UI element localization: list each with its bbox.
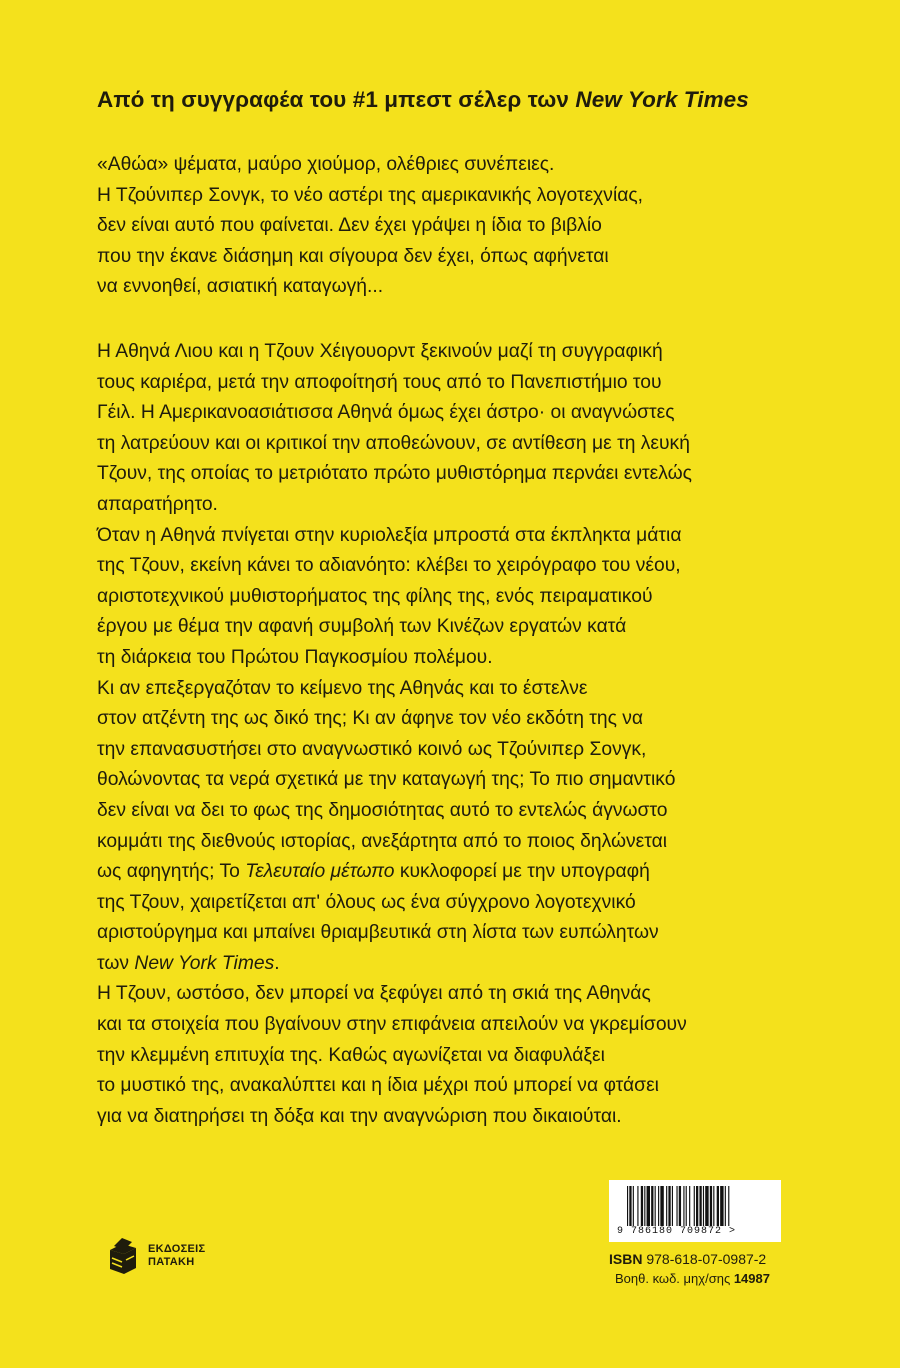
text-line: θολώνοντας τα νερά σχετικά με την καταγωγή της; Το πιο σημαντικό xyxy=(97,769,676,791)
paragraph-4 xyxy=(97,979,817,1132)
text-line: Γέιλ. Η Αμερικανοασιάτισσα Αθηνά όμως έχει άστρο· οι αναγνώστες xyxy=(97,402,675,424)
barcode-bar xyxy=(699,1186,701,1226)
publisher-name-line1: ΕΚΔΟΣΕΙΣ xyxy=(148,1243,206,1255)
product-code-value: 14987 xyxy=(733,1271,770,1286)
barcode-bar xyxy=(705,1186,708,1226)
text-fragment: κυκλοφορεί με την υπογραφή xyxy=(394,861,650,883)
barcode-bar xyxy=(655,1186,656,1226)
blurb-line: που την έκανε διάσημη και σίγουρα δεν έχει, όπως αφήνεται xyxy=(97,245,609,267)
product-code xyxy=(615,1271,770,1286)
isbn-value: 978-618-07-0987-2 xyxy=(642,1251,767,1267)
blurb-line: δεν είναι αυτό που φαίνεται. Δεν έχει γράψει η ίδια το βιβλίο xyxy=(97,215,602,237)
text-line: και τα στοιχεία που βγαίνουν στην επιφάνεια απειλούν να γκρεμίσουν xyxy=(97,1014,687,1036)
text-line xyxy=(97,949,817,980)
paragraph-3 xyxy=(97,674,817,980)
text-line: κομμάτι της διεθνούς ιστορίας, ανεξάρτητα από το ποιος δηλώνεται xyxy=(97,830,668,852)
barcode-bar xyxy=(728,1186,729,1226)
blurb xyxy=(97,150,837,303)
text-line: Η Τζουν, ωστόσο, δεν μπορεί να ξεφύγει από τη σκιά της Αθηνάς xyxy=(97,983,651,1005)
synopsis xyxy=(97,337,817,1132)
barcode-bar xyxy=(633,1186,634,1226)
barcode-bar xyxy=(725,1186,726,1226)
text-fragment: ως αφηγητής; Το xyxy=(97,861,246,883)
publisher-logo-icon xyxy=(108,1234,142,1276)
blurb-line: να εννοηθεί, ασιατική καταγωγή... xyxy=(97,276,384,298)
barcode-digits: 9 786180 709872 > xyxy=(617,1226,737,1237)
publisher-name xyxy=(148,1243,205,1269)
barcode-bar xyxy=(717,1186,719,1226)
text-line: στον ατζέντη της ως δικό της; Κι αν άφηνε τον νέο εκδότη της να xyxy=(97,708,644,730)
text-line: για να διατηρήσει τη δόξα και την αναγνώριση που δικαιούται. xyxy=(97,1105,622,1127)
barcode-bar xyxy=(666,1186,667,1226)
isbn-label: ISBN xyxy=(609,1251,643,1267)
text-fragment: . xyxy=(274,952,280,974)
barcode-bar xyxy=(683,1186,684,1226)
barcode-bar xyxy=(644,1186,645,1226)
barcode-bar xyxy=(672,1186,673,1226)
barcode-bar xyxy=(713,1186,714,1226)
barcode-bar xyxy=(720,1186,723,1226)
barcode-bar xyxy=(658,1186,659,1226)
barcode-bar xyxy=(651,1186,653,1226)
paragraph-1 xyxy=(97,337,817,521)
text-line: αριστοτεχνικού μυθιστορήματος της φίλης της, ενός πειραματικού xyxy=(97,585,653,607)
barcode-bar xyxy=(637,1186,638,1226)
barcode-bar xyxy=(679,1186,681,1226)
text-line xyxy=(97,857,817,888)
barcode-bar xyxy=(676,1186,677,1226)
text-line: απαρατήρητο. xyxy=(97,493,218,515)
barcode-bar xyxy=(703,1186,704,1226)
newspaper-italic: New York Times xyxy=(134,952,275,974)
barcode-bar xyxy=(689,1186,690,1226)
headline-text: Από τη συγγραφέα του #1 μπεστ σέλερ των xyxy=(97,87,576,112)
paragraph-2 xyxy=(97,521,817,674)
text-line: την επανασυστήσει στο αναγνωστικό κοινό ως Τζούνιπερ Σονγκ, xyxy=(97,738,647,760)
barcode-bars xyxy=(627,1186,777,1226)
text-line: Τζουν, της οποίας το μετριότατο πρώτο μυθιστόρημα περνάει εντελώς xyxy=(97,463,692,485)
text-line: την κλεμμένη επιτυχία της. Καθώς αγωνίζεται να διαφυλάξει xyxy=(97,1044,605,1066)
barcode-bar xyxy=(647,1186,650,1226)
barcode xyxy=(609,1180,781,1242)
barcode-bar xyxy=(629,1186,631,1226)
barcode-bar xyxy=(627,1186,628,1226)
isbn xyxy=(609,1251,766,1267)
headline xyxy=(97,87,857,113)
product-code-label: Βοηθ. κωδ. μηχ/σης xyxy=(615,1271,734,1286)
text-line: Η Αθηνά Λιου και η Τζουν Χέιγουορντ ξεκινούν μαζί τη συγγραφική xyxy=(97,341,663,362)
text-line: αριστούργημα και μπαίνει θριαμβευτικά στη λίστα των ευπώλητων xyxy=(97,922,659,944)
barcode-bar xyxy=(696,1186,698,1226)
text-line: τους καριέρα, μετά την αποφοίτησή τους από το Πανεπιστήμιο του xyxy=(97,371,662,393)
barcode-bar xyxy=(694,1186,695,1226)
barcode-bar xyxy=(686,1186,687,1226)
text-line: δεν είναι να δει το φως της δημοσιότητας αυτό το εντελώς άγνωστο xyxy=(97,799,668,821)
publisher-name-line2: ΠΑΤΑΚΗ xyxy=(148,1256,195,1268)
publisher-logo xyxy=(108,1234,228,1276)
blurb-line: Η Τζούνιπερ Σονγκ, το νέο αστέρι της αμερικανικής λογοτεχνίας, xyxy=(97,184,644,206)
text-fragment: των xyxy=(97,952,135,974)
barcode-bar xyxy=(660,1186,663,1226)
text-line: τη λατρεύουν και οι κριτικοί την αποθεώνουν, σε αντίθεση με τη λευκή xyxy=(97,432,690,454)
text-line: της Τζουν, χαιρετίζεται απ' όλους ως ένα σύγχρονο λογοτεχνικό xyxy=(97,891,636,913)
text-line: έργου με θέμα την αφανή συμβολή των Κινέζων εργατών κατά xyxy=(97,616,627,638)
blurb-line: «Αθώα» ψέματα, μαύρο χιούμορ, ολέθριες συνέπειες. xyxy=(97,154,555,175)
text-line: Όταν η Αθηνά πνίγεται στην κυριολεξία μπροστά στα έκπληκτα μάτια xyxy=(97,524,682,546)
barcode-bar xyxy=(710,1186,712,1226)
book-title-italic: Τελευταίο μέτωπο xyxy=(245,861,395,883)
text-line: Κι αν επεξεργαζόταν το κείμενο της Αθηνάς και το έστελνε xyxy=(97,677,588,699)
text-line: τη διάρκεια του Πρώτου Παγκοσμίου πολέμου. xyxy=(97,646,493,668)
barcode-bar xyxy=(668,1186,670,1226)
text-line: το μυστικό της, ανακαλύπτει και η ίδια μέχρι πού μπορεί να φτάσει xyxy=(97,1075,659,1097)
barcode-bar xyxy=(641,1186,643,1226)
headline-italic: New York Times xyxy=(575,87,749,112)
text-line: της Τζουν, εκείνη κάνει το αδιανόητο: κλέβει το χειρόγραφο του νέου, xyxy=(97,555,681,577)
